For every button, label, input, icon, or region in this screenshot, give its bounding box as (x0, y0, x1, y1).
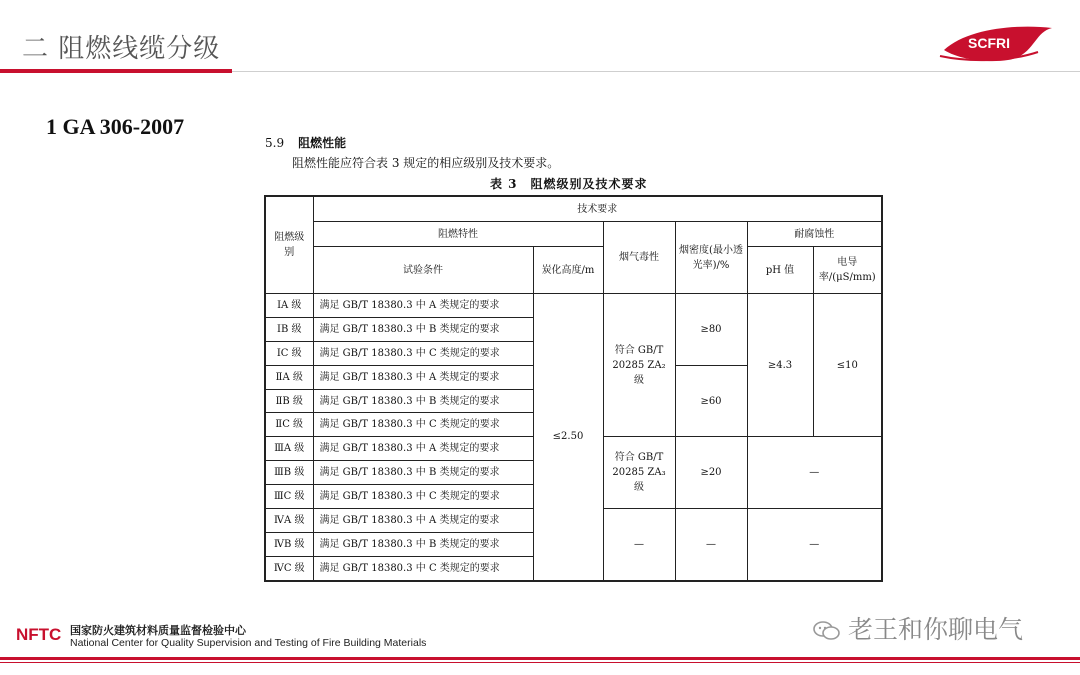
grade-cell: ⅢA 级 (265, 437, 313, 461)
footer-accent-line (0, 662, 1080, 663)
header-ph: pH 值 (747, 247, 813, 294)
section-title: 阻燃性能 (298, 136, 347, 150)
wechat-icon (812, 620, 842, 642)
condition-cell: 满足 GB/T 18380.3 中 A 类规定的要求 (313, 365, 533, 389)
flame-retardant-grade-table (264, 195, 883, 582)
grade-cell: ⅠA 级 (265, 294, 313, 318)
org-name-cn: 国家防火建筑材料质量监督检验中心 (70, 624, 246, 637)
condition-cell: 满足 GB/T 18380.3 中 B 类规定的要求 (313, 389, 533, 413)
density-80-cell: ≥80 (675, 294, 747, 366)
condition-cell: 满足 GB/T 18380.3 中 B 类规定的要求 (313, 532, 533, 556)
char-height-cell: ≤2.50 (533, 294, 603, 581)
header-test-cond: 试验条件 (313, 247, 533, 294)
table-caption: 表 3 阻燃级别及技术要求 (490, 177, 648, 191)
density-20-cell: ≥20 (675, 437, 747, 509)
table-row (265, 294, 882, 318)
footer-accent-bar (0, 657, 1080, 660)
header-tech-req: 技术要求 (313, 196, 882, 222)
title-divider (232, 71, 1080, 72)
section-heading (265, 134, 346, 151)
grade-cell: ⅣC 级 (265, 556, 313, 580)
header-char-height: 炭化高度/m (533, 247, 603, 294)
condition-cell: 满足 GB/T 18380.3 中 C 类规定的要求 (313, 413, 533, 437)
grade-cell: ⅠB 级 (265, 317, 313, 341)
grade-cell: ⅠC 级 (265, 341, 313, 365)
condition-cell: 满足 GB/T 18380.3 中 A 类规定的要求 (313, 437, 533, 461)
condition-cell: 满足 GB/T 18380.3 中 C 类规定的要求 (313, 341, 533, 365)
grade-cell: ⅢC 级 (265, 485, 313, 509)
condition-cell: 满足 GB/T 18380.3 中 C 类规定的要求 (313, 485, 533, 509)
ph-cell: ≥4.3 (747, 294, 813, 437)
condition-cell: 满足 GB/T 18380.3 中 A 类规定的要求 (313, 509, 533, 533)
slide-title: 二 阻燃线缆分级 (22, 34, 221, 64)
condition-cell: 满足 GB/T 18380.3 中 B 类规定的要求 (313, 461, 533, 485)
header-flame-prop: 阻燃特性 (313, 222, 603, 247)
corrosion-dash-cell: — (747, 437, 882, 509)
header-corrosion: 耐腐蚀性 (747, 222, 882, 247)
grade-cell: ⅡC 级 (265, 413, 313, 437)
grade-cell: ⅣB 级 (265, 532, 313, 556)
header-grade: 阻燃级别 (265, 196, 313, 294)
density-dash-cell: — (675, 509, 747, 581)
corrosion-dash-cell-2: — (747, 509, 882, 581)
watermark-text: 老王和你聊电气 (848, 615, 1024, 644)
condition-cell: 满足 GB/T 18380.3 中 C 类规定的要求 (313, 556, 533, 580)
logo-text: SCFRI (968, 35, 1010, 51)
watermark (812, 610, 1023, 646)
toxicity-za3-cell: 符合 GB/T 20285 ZA₃ 级 (603, 437, 675, 509)
section-body: 阻燃性能应符合表 3 规定的相应级别及技术要求。 (292, 156, 560, 170)
scfri-logo-icon (938, 22, 1056, 64)
conductivity-cell: ≤10 (813, 294, 882, 437)
header-conductivity: 电导率/(μS/mm) (813, 247, 882, 294)
condition-cell: 满足 GB/T 18380.3 中 A 类规定的要求 (313, 294, 533, 318)
grade-cell: ⅢB 级 (265, 461, 313, 485)
grade-cell: ⅡB 级 (265, 389, 313, 413)
title-accent-bar (0, 69, 232, 73)
grade-cell: ⅡA 级 (265, 365, 313, 389)
density-60-cell: ≥60 (675, 365, 747, 437)
condition-cell: 满足 GB/T 18380.3 中 B 类规定的要求 (313, 317, 533, 341)
section-number: 5.9 (265, 136, 285, 150)
org-name-en: National Center for Quality Supervision and Testing of Fire Building Materials (70, 637, 427, 649)
standard-title: 1 GA 306-2007 (46, 114, 185, 139)
toxicity-za2-cell: 符合 GB/T 20285 ZA₂ 级 (603, 294, 675, 437)
header-smoke-toxicity: 烟气毒性 (603, 222, 675, 294)
grade-cell: ⅣA 级 (265, 509, 313, 533)
nftc-logo: NFTC (16, 625, 62, 644)
toxicity-dash-cell: — (603, 509, 675, 581)
header-smoke-density: 烟密度(最小透光率)/% (675, 222, 747, 294)
